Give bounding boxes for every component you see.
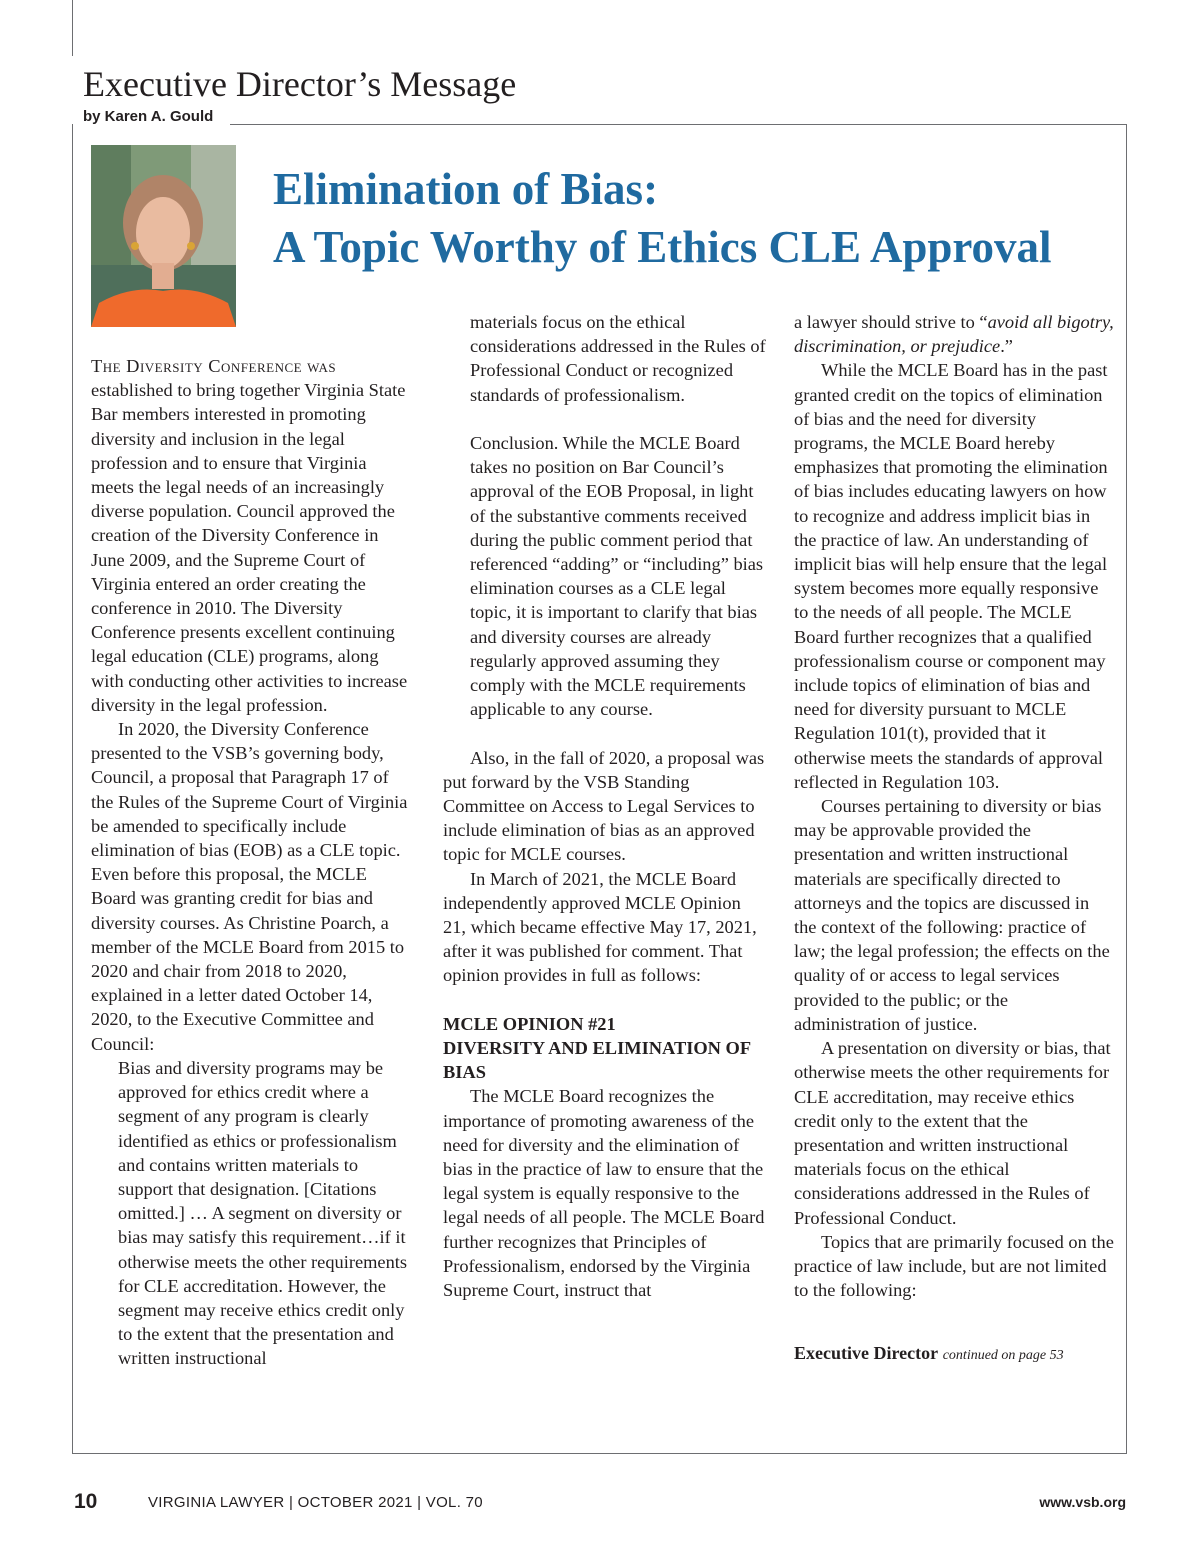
opinion-heading [443,1012,768,1085]
author-portrait-image [91,145,236,327]
blockquote-conclusion: Conclusion. While the MCLE Board takes no position on Bar Council’s approval of the EOB Proposal, in light of the substantive comments received during the public comment period that referenced “adding” or “including” bias elimination courses as a CLE legal topic, it is important to clarify that bias and diversity courses are already regularly approved assuming they comply with the MCLE requirements applicable to any course. [470,433,764,720]
opinion-heading-title: DIVERSITY AND ELIMINATION OF BIAS [443,1038,751,1083]
paragraph-board-recognizes: The MCLE Board recognizes the importance of promoting awareness of the need for diversity and the elimination of bias in the practice of law to ensure that the legal system is equally responsive to the legal needs of all people. The MCLE Board further recognizes that Principles of Professionalism, endorsed by the Virginia Supreme Court, instruct that [443,1086,765,1301]
paragraph-presentation: A presentation on diversity or bias, that otherwise meets the other requirements for CLE accreditation, may receive ethics credit only to the extent that the presentation and written instructional materials focus on the ethical considerations addressed in the Rules of Professional Conduct. [794,1038,1111,1228]
paragraph-bigotry [794,310,1114,358]
bigotry-text-post: .” [1000,336,1013,357]
paragraph-proposal: In 2020, the Diversity Conference presented to the VSB’s governing body, Council, a proposal that Paragraph 17 of the Rules of the Supreme Court of Virginia be amended to specifically include elimination of bias (EOB) as a CLE topic. Even before this proposal, the MCLE Board was granting credit for bias and diversity courses. As Christine Poarch, a member of the MCLE Board from 2015 to 2020 and chair from 2018 to 2020, explained in a letter dated October 14, 2020, to the Executive Committee and Council: [91,719,408,1054]
bigotry-quote: avoid all bigotry, discrimination, or prejudice [794,312,1114,357]
continued-line[interactable] [794,1341,1114,1368]
website-link[interactable]: www.vsb.org [1039,1494,1126,1510]
headline-line-2: A Topic Worthy of Ethics CLE Approval [273,222,1052,272]
blockquote-letter-continued: materials focus on the ethical considerations addressed in the Rules of Professional Conduct or recognized standards of professionalism. [470,312,766,405]
byline: by Karen A. Gould [83,108,214,125]
column-1 [91,354,409,1371]
paragraph-march: In March of 2021, the MCLE Board independently approved MCLE Opinion 21, which became effective May 17, 2021, after it was published for comment. That opinion provides in full as follows: [443,868,757,986]
section-title: Executive Director’s Message [83,64,517,104]
continued-page-link[interactable]: continued on page 53 [942,1347,1064,1363]
paragraph-topics: Topics that are primarily focused on the practice of law include, but are not limited to the following: [794,1231,1114,1301]
headline-line-1: Elimination of Bias: [273,164,659,214]
page-number: 10 [74,1490,98,1513]
article-headline [273,160,1052,276]
paragraph-intro [91,354,409,717]
blockquote-letter: Bias and diversity programs may be approved for ethics credit where a segment of any program is clearly identified as ethics or professionalism and contains written materials to support that designation. [Citations omitted.] … A segment on diversity or bias may satisfy this requirement…if it otherwise meets the other requirements for CLE accreditation. However, the segment may receive ethics credit only to the extent that the presentation and written instructional [118,1057,408,1369]
column-3 [794,310,1114,1368]
left-margin-rule [72,0,73,56]
journal-footer: VIRGINIA LAWYER | OCTOBER 2021 | VOL. 70 [148,1494,483,1511]
author-photo [91,145,236,327]
opinion-heading-number: MCLE OPINION #21 [443,1013,616,1034]
paragraph-courses: Courses pertaining to diversity or bias may be approvable provided the presentation and written instructional materials are specifically directed to attorneys and the topics are discussed in the context of the following: practice of law; the legal profession; the effects on the quality of or access to legal services provided to the public; or the administration of justice. [794,796,1110,1034]
paragraph-also: Also, in the fall of 2020, a proposal was put forward by the VSB Standing Committee on Access to Legal Services to include elimination of bias as an approved topic for MCLE courses. [443,747,765,865]
intro-text: established to bring together Virginia State Bar members interested in promoting diversity and inclusion in the legal profession and to ensure that Virginia meets the legal needs of an increasingly diverse population. Council approved the creation of the Diversity Conference in June 2009, and the Supreme Court of Virginia entered an order creating the conference in 2010. The Diversity Conference presents excellent continuing legal education (CLE) programs, along with conducting other activities to increase diversity in the legal profession. [91,380,408,715]
paragraph-while: While the MCLE Board has in the past granted credit on the topics of elimination of bias and the need for diversity programs, the MCLE Board hereby emphasizes that promoting the elimination of bias includes educating lawyers on how to recognize and address implicit bias in the practice of law. An understanding of implicit bias will help ensure that the legal system becomes more equally responsive to the needs of all people. The MCLE Board further recognizes that a qualified professionalism course or component may include topics of elimination of bias and need for diversity pursuant to MCLE Regulation 101(t), provided that it otherwise meets the standards of approval reflected in Regulation 103. [794,360,1108,792]
continued-label: Executive Director [794,1342,939,1363]
bigotry-text-pre: a lawyer should strive to “ [794,312,988,332]
intro-lead-in: The Diversity Conference was [91,356,337,376]
column-2 [443,310,768,1302]
